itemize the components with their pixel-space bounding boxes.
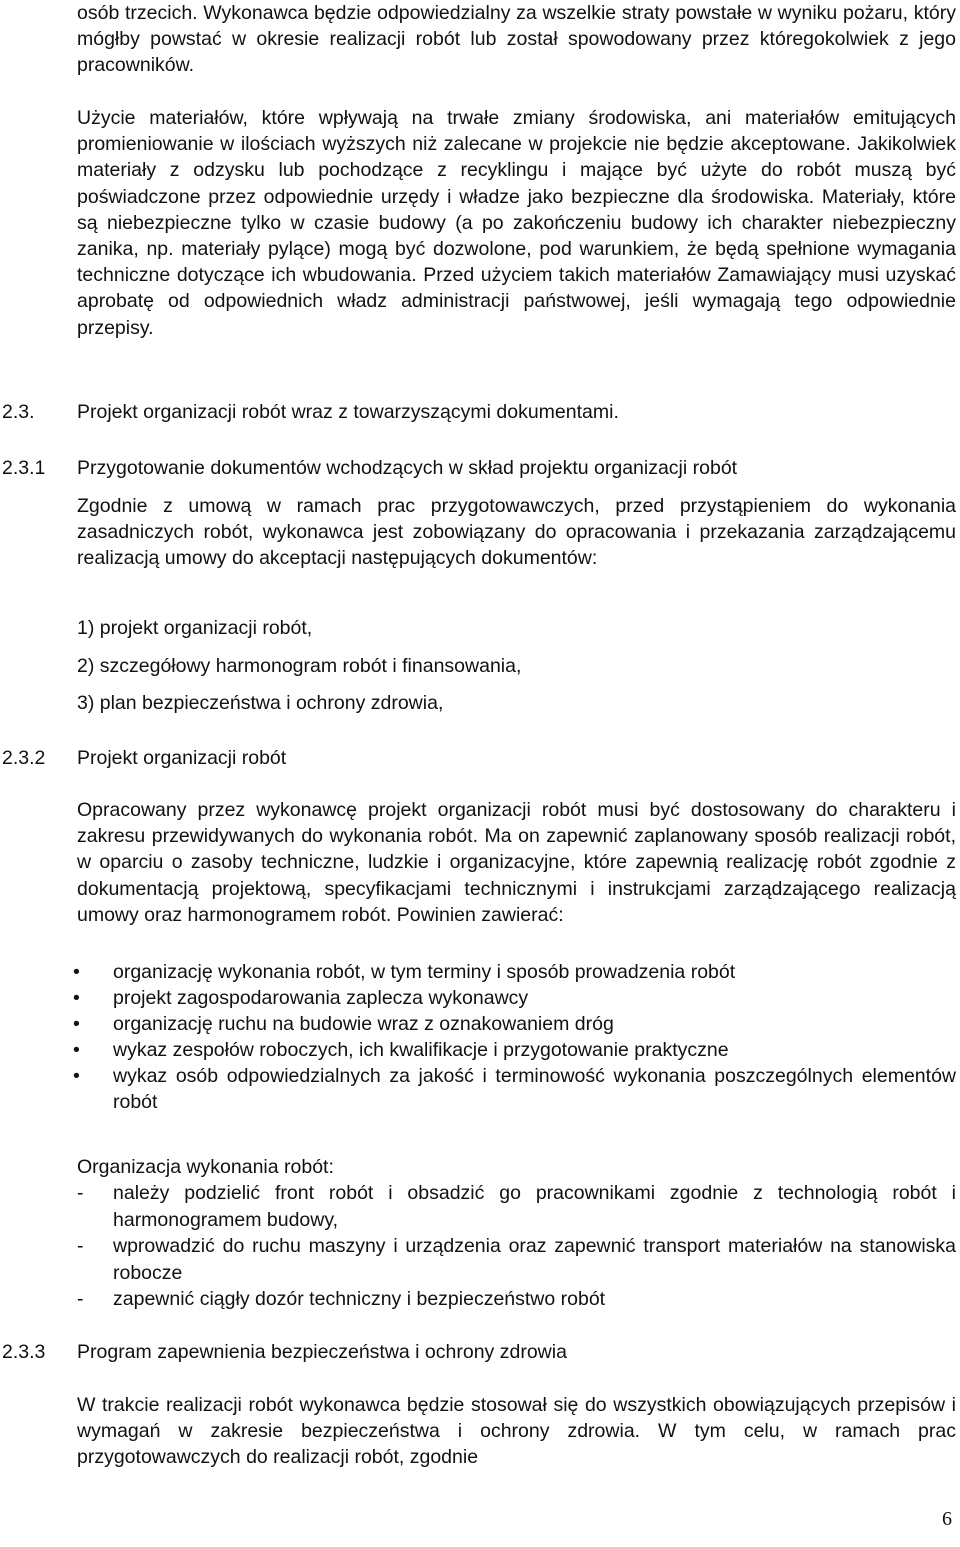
dash-item-text: należy podzielić front robót i obsadzić go pracownikami zgodnie z technologią robót i harmonogramem budowy, [113, 1182, 956, 1231]
dash-marker: - [77, 1288, 84, 1310]
dash-item-text: zapewnić ciągły dozór techniczny i bezpieczeństwo robót [113, 1288, 606, 1310]
materials-paragraph: Użycie materiałów, które wpływają na trwałe zmiany środowiska, ani materiałów emitujących promieniowanie w ilościach wyższych niż zalecane w projekcie nie będzie akceptowane. Jakikolwiek materiały z odzysku lub pochodzące z recyklingu i mające być użyte do robót muszą być poświadczone przez odpowiednie urzędy i władze jako bezpieczne dla środowiska. Materiały, które są niebezpieczne tylko w czasie budowy (a po zakończeniu budowy ich charakter niebezpieczny zanika, np. materiały pylące) mogą być dozwolone, pod warunkiem, że będą spełnione wymagania techniczne dotyczące ich wbudowania. Przed użyciem takich materiałów Zamawiający musi uzyskać aprobatę od odpowiednich władz administracji państwowej, jeśli wymagają tego odpowiednie przepisy. [77, 107, 956, 339]
contents-bullet-list [0, 959, 956, 1115]
page-number: 6 [942, 1508, 952, 1530]
dash-marker: - [77, 1235, 84, 1257]
section-2-3-1-title: Przygotowanie dokumentów wchodzących w skład projektu organizacji robót [77, 457, 738, 479]
section-2-3-1-number: 2.3.1 [2, 457, 46, 479]
bullet-item: • wykaz zespołów roboczych, ich kwalifikacje i przygotowanie praktyczne [0, 1037, 956, 1063]
bullet-item: • projekt zagospodarowania zaplecza wykonawcy [0, 985, 956, 1011]
section-2-3-3-paragraph: W trakcie realizacji robót wykonawca będzie stosował się do wszystkich obowiązujących przepisów i wymagań w zakresie bezpieczeństwa i ochrony zdrowia. W tym celu, w ramach prac przygotowawczych do realizacji robót, zgodnie [77, 1394, 956, 1469]
dash-item [0, 1180, 956, 1233]
document-list-item: 3) plan bezpieczeństwa i ochrony zdrowia, [77, 692, 444, 714]
dash-item-text: wprowadzić do ruchu maszyny i urządzenia oraz zapewnić transport materiałów na stanowiska robocze [113, 1235, 956, 1284]
intro-paragraph: osób trzecich. Wykonawca będzie odpowiedzialny za wszelkie straty powstałe w wyniku pożaru, który mógłby powstać w okresie realizacji robót lub został spowodowany przez któregokolwiek z jego pracowników. [77, 2, 956, 77]
bullet-item: • organizację ruchu na budowie wraz z oznakowaniem dróg [0, 1011, 956, 1037]
dash-item [0, 1286, 956, 1313]
organization-dash-list [0, 1180, 956, 1313]
document-list-item: 1) projekt organizacji robót, [77, 617, 313, 639]
section-2-3-2-title: Projekt organizacji robót [77, 747, 287, 769]
section-2-3-2-paragraph: Opracowany przez wykonawcę projekt organizacji robót musi być dostosowany do charakteru i zakresu przewidywanych do wykonania robót. Ma on zapewnić zaplanowany sposób realizacji robót, w oparciu o zasoby techniczne, ludzkie i organizacyjne, które zapewnią realizację robót zgodnie z dokumentacją projektową, specyfikacjami technicznymi i instrukcjami zarządzającego realizacją umowy oraz harmonogramem robót. Powinien zawierać: [77, 799, 956, 926]
bullet-item: • organizację wykonania robót, w tym terminy i sposób prowadzenia robót [0, 959, 956, 985]
section-2-3-3-title: Program zapewnienia bezpieczeństwa i ochrony zdrowia [77, 1341, 567, 1363]
dash-item [0, 1233, 956, 1286]
bullet-item: • wykaz osób odpowiedzialnych za jakość i terminowość wykonania poszczególnych elementów robót [0, 1063, 956, 1115]
section-2-3-title: Projekt organizacji robót wraz z towarzyszącymi dokumentami. [77, 401, 619, 423]
dash-marker: - [77, 1182, 84, 1204]
section-2-3-3-number: 2.3.3 [2, 1341, 46, 1363]
section-2-3-number: 2.3. [2, 401, 35, 423]
section-2-3-1-paragraph: Zgodnie z umową w ramach prac przygotowawczych, przed przystąpieniem do wykonania zasadniczych robót, wykonawca jest zobowiązany do opracowania i przekazania zarządzającemu realizacją umowy do akceptacji następujących dokumentów: [77, 495, 956, 570]
section-2-3-2-number: 2.3.2 [2, 747, 46, 769]
document-list-item: 2) szczegółowy harmonogram robót i finansowania, [77, 655, 522, 677]
organization-heading: Organizacja wykonania robót: [77, 1156, 334, 1178]
